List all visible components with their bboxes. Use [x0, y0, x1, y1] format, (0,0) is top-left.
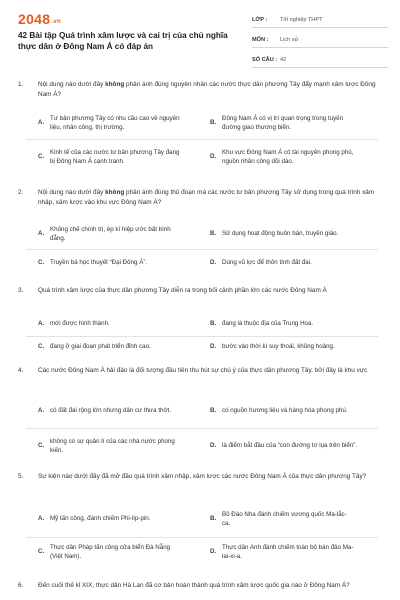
option-b[interactable]: B. đang là thuộc địa của Trung Hoa.: [210, 320, 314, 328]
meta-key: SỐ CÂU :: [252, 56, 278, 63]
option-a[interactable]: A. mới được hình thành.: [38, 320, 110, 328]
option-d[interactable]: D. bước vào thời kì suy thoái, khủng hoảng.: [210, 343, 335, 351]
meta-key: LỚP :: [252, 16, 268, 23]
question-6: [0, 581, 400, 600]
question-number: 1.: [18, 81, 24, 88]
question-text: Sự kiện nào dưới đây đã mở đầu quá trình xâm nhập, xâm lược các nước Đông Nam Á của thực dân phương Tây?: [38, 473, 367, 480]
option-d[interactable]: D. Dùng vũ lực để thôn tính đất đai.: [210, 259, 312, 267]
document-title: 42 Bài tập Quá trình xâm lược và cai trị của chủ nghĩa thực dân ở Đông Nam Á có đáp án: [18, 31, 228, 51]
question-number: 4.: [18, 367, 24, 374]
option-b[interactable]: B. Đông Nam Á có vị trí quan trọng trong tuyến đường giao thương biển.: [210, 114, 344, 131]
option-c[interactable]: C. đang ở giai đoạn phát triển đỉnh cao.: [38, 343, 151, 351]
option-c[interactable]: C. không có sự quản lí của các nhà nước phong kiến.: [38, 437, 175, 454]
option-a[interactable]: A. Mỹ tấn công, đánh chiếm Phi-líp-pin.: [38, 515, 151, 523]
question-text: Đến cuối thế kỉ XIX, thực dân Hà Lan đã cơ bản hoàn thành quá trình xâm lược quốc gia nào ở Đông Nam Á?: [38, 582, 350, 589]
question-4: [0, 366, 400, 464]
question-number: 2.: [18, 189, 24, 196]
header: [0, 0, 400, 62]
brand-logo[interactable]: [18, 11, 61, 27]
meta-panel: [252, 12, 388, 72]
meta-value: Tốt nghiệp THPT: [280, 16, 323, 23]
meta-key: MÔN :: [252, 36, 269, 43]
question-number: 3.: [18, 287, 24, 294]
option-a[interactable]: A. Tư bản phương Tây có nhu cầu cao về nguyên liệu, nhân công, thị trường.: [38, 114, 180, 131]
question-1: [0, 80, 400, 178]
divider: [26, 139, 378, 140]
meta-row-subject: [252, 32, 388, 48]
question-text: Nội dung nào dưới đây không phản ánh đúng nguyên nhân các nước thực dân phương Tây đẩy mạnh xâm lược Đông Nam Á?: [38, 81, 376, 98]
question-5: [0, 472, 400, 576]
option-b[interactable]: B. Sử dụng hoạt động buôn bán, truyền giáo.: [210, 230, 339, 238]
question-2: [0, 188, 400, 274]
option-c[interactable]: C. Kinh tế của các nước tư bản phương Tây đang bị Đông Nam Á cạnh tranh.: [38, 148, 180, 165]
question-3: [0, 286, 400, 358]
question-text: Các nước Đông Nam Á hải đảo là đối tượng đầu tiên thu hút sự chú ý của thực dân phương Tây, bởi đây là khu vực: [38, 367, 368, 374]
brand-name: 2048: [18, 11, 51, 27]
option-d[interactable]: D. Thực dân Anh đánh chiếm toàn bộ bán đảo Ma-lai-xi-a.: [210, 543, 354, 560]
option-d[interactable]: D. là điểm bắt đầu của “con đường tơ lụa trên biển”.: [210, 442, 358, 450]
divider: [26, 336, 378, 337]
option-c[interactable]: C. Thực dân Pháp tấn công cửa biển Đà Nẵng (Việt Nam).: [38, 543, 171, 560]
question-text: Nội dung nào dưới đây không phản ánh đúng thủ đoạn mà các nước tư bản phương Tây sử dụng trong quá trình xâm nhập, xâm lược vào khu vực Đông Nam Á?: [38, 189, 375, 206]
question-number: 6.: [18, 582, 24, 589]
brand-suffix: .vn: [51, 19, 61, 25]
option-d[interactable]: D. Khu vực Đông Nam Á có tài nguyên phong phú, nguồn nhân công dồi dào.: [210, 148, 354, 165]
meta-row-class: [252, 12, 388, 28]
meta-value: Lịch sử: [280, 36, 299, 43]
option-a[interactable]: A. Khống chế chính trị, ép kí hiệp ước bất bình đẳng.: [38, 225, 171, 242]
divider: [26, 428, 378, 429]
question-number: 5.: [18, 473, 24, 480]
meta-value: 42: [280, 56, 287, 63]
divider: [26, 249, 378, 250]
option-c[interactable]: C. Truyền bá học thuyết “Đại Đông Á”.: [38, 259, 148, 267]
meta-row-count: [252, 52, 388, 68]
question-text: Quá trình xâm lược của thực dân phương Tây diễn ra trong bối cảnh phần lớn các nước Đông Nam Á: [38, 287, 327, 294]
option-b[interactable]: B. có nguồn hương liệu và hàng hóa phong phú.: [210, 407, 348, 415]
option-a[interactable]: A. có đất đai rộng lớn nhưng dân cư thưa thớt.: [38, 407, 171, 415]
option-b[interactable]: B. Bồ Đào Nha đánh chiếm vương quốc Ma-lắc-ca.: [210, 510, 347, 527]
divider: [26, 537, 378, 538]
